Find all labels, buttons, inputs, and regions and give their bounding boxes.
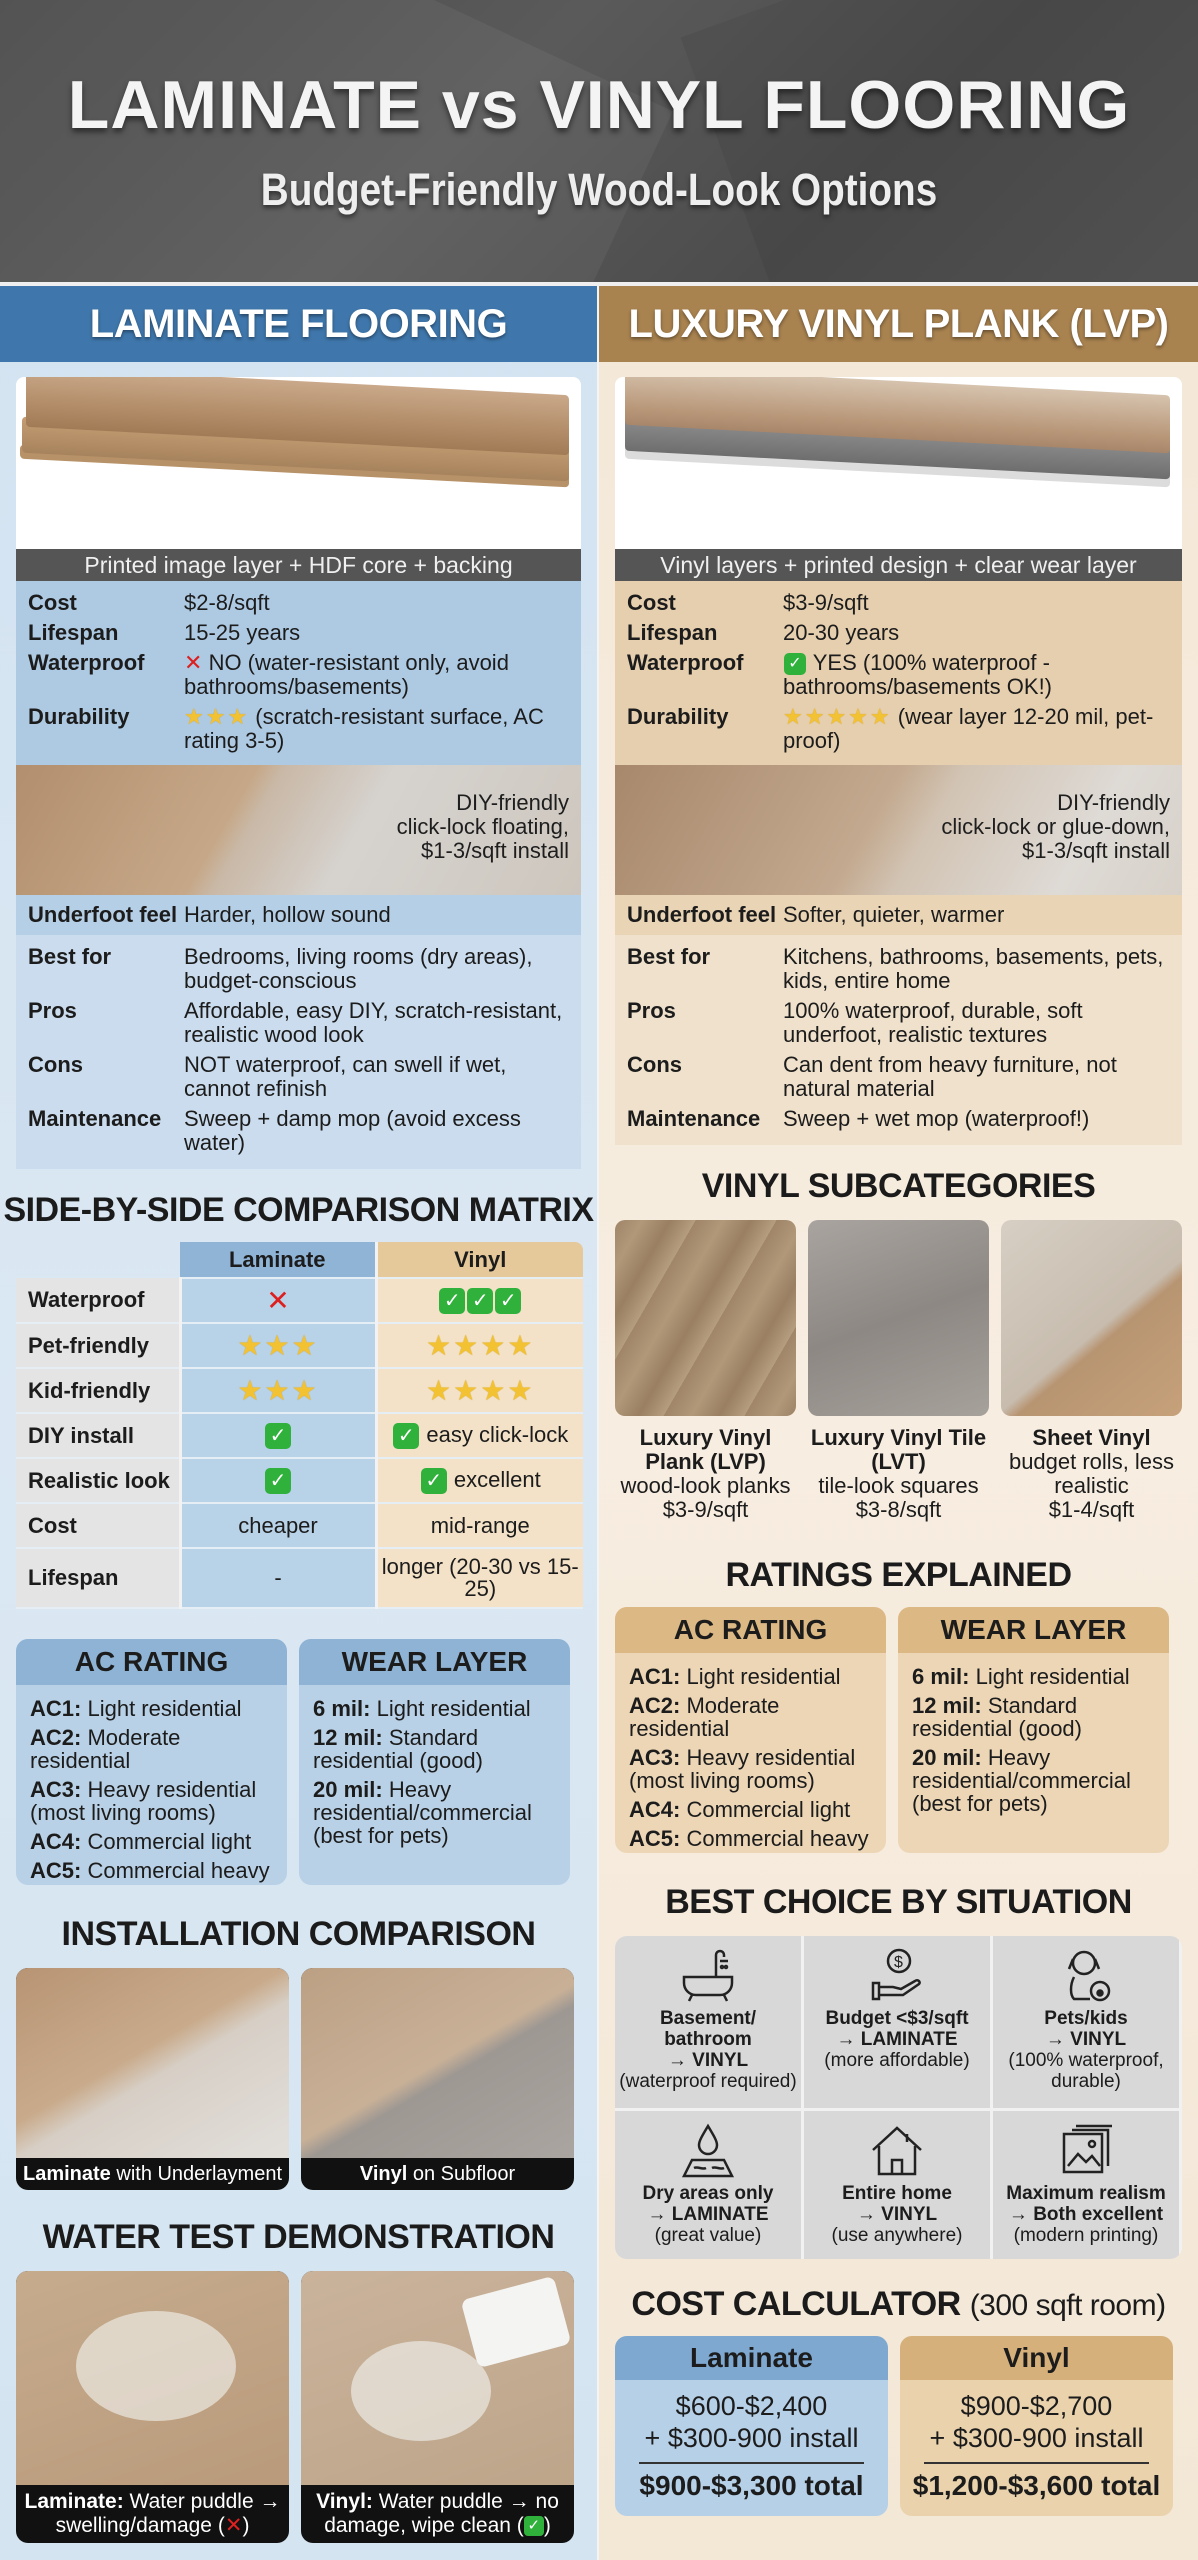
check-icon: ✓ [784,653,806,675]
best-choice-grid [615,1936,1182,2259]
header-banner [0,0,1198,282]
wear-layer-title: WEAR LAYER [299,1639,570,1685]
spec-value: Can dent from heavy furniture, not natural material [783,1052,1117,1102]
matrix-row [16,1458,583,1503]
installation-title: INSTALLATION COMPARISON [61,1915,536,1953]
spec-value: (wear layer 12-20 mil, pet-proof) [783,704,1154,754]
install-note: DIY-friendly [1057,790,1170,816]
spec-row [28,1107,569,1155]
matrix-row [16,1413,583,1458]
spec-value: Bedrooms, living rooms (dry areas), budget-conscious [184,944,533,993]
spec-row [627,1053,1170,1101]
matrix-row [16,1368,583,1413]
check-icon: ✓ [524,2516,544,2536]
install-note: $1-3/sqft install [421,838,569,863]
lvp-image [615,1220,796,1416]
choice-cell: Pets/kids → VINYL (100% waterproof, durable) [993,1936,1179,2108]
spec-value: $3-9/sqft [783,590,869,615]
spec-row [16,895,581,935]
matrix-row-label: Kid-friendly [16,1368,180,1413]
matrix-title: SIDE-BY-SIDE COMPARISON MATRIX [3,1191,594,1229]
spec-value: 100% waterproof, durable, soft underfoot, realistic textures [783,998,1083,1048]
towel-icon [461,2276,572,2368]
spec-label: Underfoot feel [28,902,178,927]
star-rating-icon: ★★★★ [426,1330,535,1361]
check-icon: ✓ [265,1423,291,1449]
spec-row [28,591,569,615]
subcategory-desc: budget rolls, less realistic [1008,1449,1175,1499]
laminate-details [16,935,581,1169]
ac-rating-title: AC RATING [16,1639,287,1685]
vinyl-ratings [599,1607,1198,1853]
spec-label: Waterproof [627,650,744,675]
star-rating-icon: ★★★★★ [783,704,892,730]
matrix-row [16,1503,583,1548]
cross-icon: ✕ [184,650,203,675]
install-note: click-lock floating, [396,814,569,839]
water-drop-icon [615,2119,801,2183]
install-note: DIY-friendly [456,790,569,815]
subcategory-price: $3-9/sqft [662,1497,749,1523]
choice-cell: $ Budget <$3/sqft → LAMINATE (more affordable) [804,1936,990,2108]
matrix-row-label: Waterproof [16,1278,180,1323]
spec-value: $2-8/sqft [184,590,270,615]
subcategory-name: Luxury Vinyl Tile (LVT) [810,1425,987,1475]
laminate-layer-caption: Printed image layer + HDF core + backing [16,549,581,581]
choice-cell: Basement/ bathroom → VINYL (waterproof required) [615,1936,801,2108]
spec-row [627,705,1170,753]
subcategory-desc: tile-look squares [818,1473,979,1499]
vinyl-subcategories [599,1220,1198,1522]
cost-calculator [599,2336,1198,2516]
cross-icon: ✕ [266,1285,290,1316]
ac-rating-box: AC RATING AC1: Light residential AC2: Moderate residential AC3: Heavy residential (most living rooms) AC4: Commercial light AC5: Commercial heavy [16,1639,287,1885]
spec-value: Softer, quieter, warmer [783,902,1005,928]
star-rating-icon: ★★★★ [426,1375,535,1406]
house-icon [804,2119,990,2183]
vinyl-cost-box: Vinyl $900-$2,700 + $300-900 install $1,200-$3,600 total [900,2336,1173,2516]
spec-row [627,1107,1170,1131]
check-icon: ✓ [495,1288,521,1314]
matrix-cell: - [180,1548,376,1608]
matrix-header-laminate: Laminate [180,1242,376,1278]
spec-label: Lifespan [627,620,718,645]
spec-row [28,621,569,645]
spec-value: Harder, hollow sound [184,902,391,927]
spec-label: Durability [28,704,130,729]
laminate-install-image [16,765,581,895]
subcategory-price: $3-8/sqft [855,1497,942,1523]
spec-value: NOT waterproof, can swell if wet, cannot refinish [184,1052,507,1101]
spec-row [627,651,1170,699]
subcategory-name: Luxury Vinyl Plank (LVP) [639,1425,772,1475]
installation-photos [0,1968,597,2190]
matrix-cell: easy click-lock [426,1421,569,1447]
vinyl-specs [615,581,1182,765]
choice-cell: Entire home → VINYL (use anywhere) [804,2111,990,2259]
spec-value: (scratch-resistant surface, AC rating 3-5) [184,704,544,753]
spec-row [28,999,569,1047]
photo-stack-icon [993,2119,1179,2183]
spec-row [615,895,1182,935]
laminate-install-photo: Laminate with Underlayment [16,1968,289,2190]
laminate-layers-image [16,377,581,549]
page-title: LAMINATE vs VINYL FLOORING [67,67,1131,143]
matrix-row-label: Pet-friendly [16,1323,180,1368]
matrix-row-label: Lifespan [16,1548,180,1608]
lvt-image [808,1220,989,1416]
spec-label: Pros [28,998,77,1023]
spec-label: Cons [28,1052,83,1077]
matrix-header-vinyl: Vinyl [376,1242,583,1278]
vinyl-install-photo: Vinyl on Subfloor [301,1968,574,2190]
laminate-cost-box: Laminate $600-$2,400 + $300-900 install $900-$3,300 total [615,2336,888,2516]
matrix-cell: longer (20-30 vs 15-25) [376,1548,583,1608]
spec-value: Kitchens, bathrooms, basements, pets, kids, entire home [783,944,1164,994]
star-rating-icon: ★★★ [184,704,250,729]
spec-label: Maintenance [28,1106,162,1131]
spec-label: Waterproof [28,650,145,675]
comparison-matrix [16,1242,583,1609]
check-icon: ✓ [439,1288,465,1314]
spec-row [28,1053,569,1101]
vinyl-layer-caption: Vinyl layers + printed design + clear wear layer [615,549,1182,581]
wear-layer-box: WEAR LAYER 6 mil: Light residential 12 mil: Standard residential (good) 20 mil: Heavy residential/commercial (best for pets) [299,1639,570,1885]
spec-label: Cost [28,590,77,615]
cost-calculator-title: COST CALCULATOR (300 sqft room) [631,2285,1166,2324]
subcategory-card [615,1220,796,1522]
laminate-ratings [0,1639,597,1885]
spec-value: Sweep + wet mop (waterproof!) [783,1106,1090,1132]
vinyl-column [599,286,1198,2560]
matrix-cell: excellent [453,1466,541,1492]
subcategory-card [1001,1220,1182,1522]
sheet-vinyl-image [1001,1220,1182,1416]
matrix-row [16,1548,583,1608]
subcategory-card [808,1220,989,1522]
install-note: click-lock or glue-down, [941,814,1170,840]
matrix-row [16,1323,583,1368]
spec-row [627,621,1170,645]
spec-value: YES (100% waterproof - bathrooms/basements OK!) [783,650,1053,700]
vinyl-install-image [615,765,1182,895]
spec-label: Durability [627,704,729,730]
laminate-heading: LAMINATE FLOORING [0,286,597,362]
bathtub-icon [615,1944,801,2008]
spec-row [28,945,569,993]
svg-text:$: $ [894,1954,903,1972]
wear-layer-title: WEAR LAYER [898,1607,1169,1653]
spec-label: Pros [627,998,676,1024]
dog-paw-icon [993,1944,1179,2008]
spec-label: Best for [28,944,112,969]
matrix-row-label: Cost [16,1503,180,1548]
ratings-title: RATINGS EXPLAINED [725,1556,1072,1595]
spec-row [28,651,569,699]
spec-value: 15-25 years [184,620,301,645]
water-test-title: WATER TEST DEMONSTRATION [42,2218,555,2256]
install-note: $1-3/sqft install [1022,838,1170,864]
subcategories-title: VINYL SUBCATEGORIES [701,1167,1096,1206]
check-icon: ✓ [467,1288,493,1314]
spec-label: Underfoot feel [627,902,777,928]
spec-value: Sweep + damp mop (avoid excess water) [184,1106,521,1155]
subcategory-price: $1-4/sqft [1048,1497,1135,1523]
spec-label: Lifespan [28,620,119,645]
spec-row [627,591,1170,615]
vinyl-water-photo: Vinyl: Water puddle → no damage, wipe clean ( ✓ ) [301,2271,574,2543]
vinyl-layers-image [615,377,1182,549]
choice-cell: Dry areas only → LAMINATE (great value) [615,2111,801,2259]
spec-label: Best for [627,944,711,970]
spec-row [627,945,1170,993]
check-icon: ✓ [393,1423,419,1449]
water-test-photos [0,2271,597,2543]
spec-value: Affordable, easy DIY, scratch-resistant, realistic wood look [184,998,563,1047]
spec-row [28,705,569,753]
spec-row [627,999,1170,1047]
subcategory-name: Sheet Vinyl [1032,1425,1151,1451]
matrix-cell: mid-range [376,1503,583,1548]
spec-label: Maintenance [627,1106,761,1132]
choice-cell: Maximum realism → Both excellent (modern printing) [993,2111,1179,2259]
laminate-water-photo: Laminate: Water puddle → swelling/damage (✕) [16,2271,289,2543]
spec-value: 20-30 years [783,620,900,645]
vinyl-heading: LUXURY VINYL PLANK (LVP) [599,286,1198,362]
check-icon: ✓ [265,1468,291,1494]
matrix-cell: cheaper [180,1503,376,1548]
cross-icon: ✕ [224,2514,243,2537]
laminate-specs [16,581,581,765]
matrix-row-label: DIY install [16,1413,180,1458]
spec-label: Cost [627,590,676,615]
spec-label: Cons [627,1052,682,1078]
wear-layer-box: WEAR LAYER 6 mil: Light residential 12 mil: Standard residential (good) 20 mil: Heavy residential/commercial (best for pets) [898,1607,1169,1853]
subcategory-desc: wood-look planks [620,1473,791,1499]
star-rating-icon: ★★★ [237,1375,319,1406]
page-subtitle: Budget-Friendly Wood-Look Options [260,164,938,215]
best-choice-title: BEST CHOICE BY SITUATION [665,1883,1132,1922]
check-icon: ✓ [421,1468,447,1494]
spec-value: NO (water-resistant only, avoid bathrooms/basements) [184,650,509,699]
laminate-column [0,286,599,2560]
ac-rating-title: AC RATING [615,1607,886,1653]
money-hand-icon [804,1944,990,2008]
vinyl-details [615,935,1182,1145]
star-rating-icon: ★★★ [237,1330,319,1361]
matrix-row-label: Realistic look [16,1458,180,1503]
ac-rating-box: AC RATING AC1: Light residential AC2: Moderate residential AC3: Heavy residential (most living rooms) AC4: Commercial light AC5: Commercial heavy [615,1607,886,1853]
matrix-row [16,1278,583,1323]
